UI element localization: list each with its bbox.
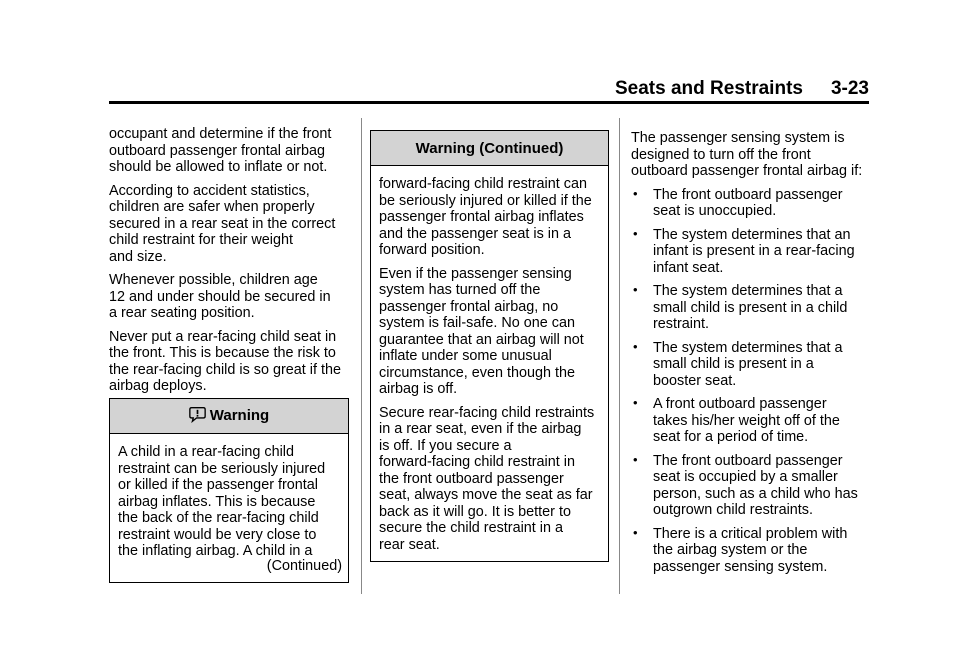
column-divider [619, 118, 620, 594]
column-divider [361, 118, 362, 594]
bullet-icon: • [633, 282, 638, 297]
header-rule [109, 101, 869, 104]
bullet-list [631, 187, 875, 576]
page-number: 3-23 [830, 78, 869, 99]
column-left [109, 126, 353, 402]
intro-paragraph: The passenger sensing system is designed to turn off the front outboard passenger frontal airbag if: [631, 130, 863, 179]
warning-speech-bubble-icon [189, 406, 206, 423]
warning-text: A child in a rear-facing child restraint can be seriously injured or killed if the passenger frontal airbag inflates. This is because the back of the rear-facing child restraint would be very close to the inflating airbag. A child in a [118, 444, 326, 559]
list-item [631, 227, 875, 277]
list-item [631, 396, 875, 446]
paragraph: According to accident statistics, children are safer when properly secured in a rear seat in the correct child restraint for their weight and size. [109, 182, 336, 265]
warning-body [110, 434, 348, 560]
list-item-text: The system determines that a small child is present in a child restraint. [653, 283, 848, 332]
list-item [631, 283, 875, 333]
warning-box [109, 398, 349, 583]
bullet-icon: • [633, 451, 638, 467]
bullet-icon: • [633, 225, 638, 241]
list-item-text: The front outboard passenger seat is unoccupied. [653, 186, 843, 219]
warning-header [110, 399, 348, 434]
list-item-text: The system determines that an infant is present in a rear-facing infant seat. [653, 226, 855, 276]
list-item-text: The front outboard passenger seat is occupied by a smaller person, such as a child who has outgrown child restraints. [653, 452, 858, 518]
paragraph: Never put a rear-facing child seat in the front. This is because the risk to the rear-facing child is so great if the airbag deploys. [109, 328, 341, 394]
list-item-text: A front outboard passenger takes his/her weight off of the seat for a period of time. [653, 396, 840, 445]
bullet-icon: • [633, 524, 638, 540]
warning-body [371, 166, 608, 553]
paragraph: occupant and determine if the front outboard passenger frontal airbag should be allowed to inflate or not. [109, 126, 332, 175]
paragraph: Whenever possible, children age 12 and under should be secured in a rear seating position. [109, 272, 331, 321]
bullet-icon: • [633, 395, 638, 410]
section-title: Seats and Restraints [615, 78, 803, 99]
warning-text: Even if the passenger sensing system has turned off the passenger frontal airbag, no system is fail-safe. No one can guarantee that an airbag will not inflate under some unusual circumstance, even though the airbag is off. [379, 265, 584, 397]
warning-text: forward-facing child restraint can be seriously injured or killed if the passenger frontal airbag inflates and the passenger seat is in a forward position. [379, 176, 592, 258]
warning-continued-box [370, 130, 609, 562]
warning-text: Secure rear-facing child restraints in a rear seat, even if the airbag is off. If you secure a forward-facing child restraint in the front outboard passenger seat, always move the seat as far back as it will go. It is better to secure the child restraint in a rear seat. [379, 404, 595, 553]
list-item-text: There is a critical problem with the airbag system or the passenger sensing system. [653, 525, 848, 575]
column-right [631, 130, 875, 582]
list-item [631, 340, 875, 390]
list-item [631, 526, 875, 576]
page-header [0, 78, 869, 100]
list-item [631, 453, 875, 519]
bullet-icon: • [633, 185, 638, 201]
warning-title: Warning [209, 407, 270, 424]
warning-header: Warning (Continued) [371, 131, 608, 166]
bullet-icon: • [633, 338, 638, 354]
continued-label: (Continued) [266, 557, 342, 574]
list-item [631, 187, 875, 220]
list-item-text: The system determines that a small child is present in a booster seat. [653, 339, 843, 389]
